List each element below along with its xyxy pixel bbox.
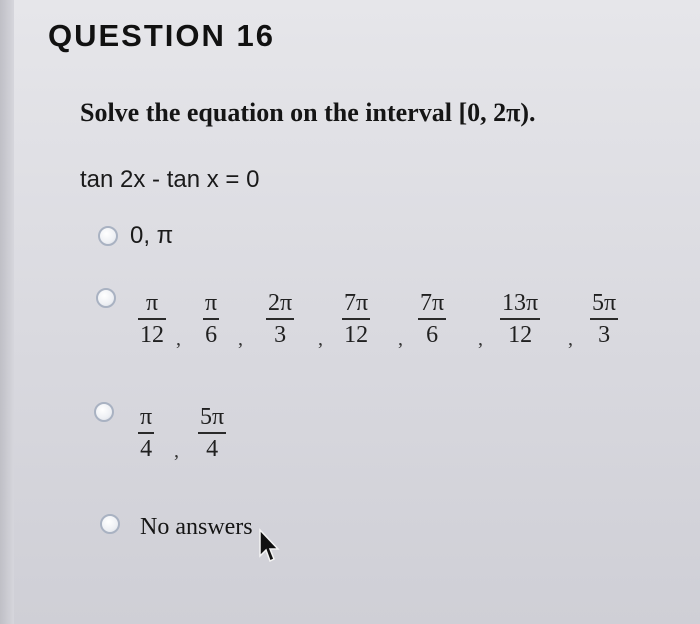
separator-comma: ,	[176, 328, 181, 350]
fraction-numerator: π	[145, 290, 159, 316]
fraction	[198, 404, 226, 462]
fraction	[342, 290, 370, 348]
fraction-bar	[590, 318, 618, 320]
question-title: QUESTION 16	[48, 18, 275, 53]
mouse-pointer-icon	[258, 528, 280, 564]
fraction	[138, 290, 166, 348]
fraction-bar	[138, 318, 166, 320]
equation-text: tan 2x - tan x = 0	[80, 166, 260, 193]
fraction	[266, 290, 294, 348]
fraction-bar	[266, 318, 294, 320]
fraction-denominator: 4	[140, 435, 153, 462]
radio-option-c-icon[interactable]	[94, 402, 114, 422]
fraction-denominator: 3	[598, 321, 611, 348]
fraction-bar	[500, 318, 540, 320]
fraction-numerator: 2π	[268, 290, 293, 316]
separator-comma: ,	[478, 328, 483, 350]
fraction-numerator: π	[140, 404, 153, 430]
radio-option-d-icon[interactable]	[100, 514, 120, 534]
radio-option-a-icon[interactable]	[98, 226, 118, 246]
fraction	[590, 290, 618, 348]
fraction-denominator: 12	[344, 321, 369, 348]
fraction	[203, 290, 219, 348]
fraction-denominator: 4	[206, 435, 219, 462]
fraction	[418, 290, 446, 348]
question-prompt: Solve the equation on the interval [0, 2π).	[80, 98, 536, 127]
fraction-numerator: 7π	[420, 290, 445, 316]
fraction-numerator: π	[205, 290, 218, 316]
radio-option-b-icon[interactable]	[96, 288, 116, 308]
fraction-numerator: 7π	[344, 290, 369, 316]
fraction-denominator: 12	[508, 321, 533, 348]
separator-comma: ,	[568, 328, 573, 350]
separator-comma: ,	[238, 328, 243, 350]
fraction-denominator: 3	[274, 321, 287, 348]
fraction-numerator: 5π	[200, 404, 225, 430]
separator-comma: ,	[398, 328, 403, 350]
fraction-denominator: 6	[205, 321, 218, 348]
fraction-bar	[342, 318, 370, 320]
fraction-bar	[138, 432, 154, 434]
left-border	[0, 0, 14, 624]
separator-comma: ,	[318, 328, 323, 350]
fraction	[138, 404, 154, 462]
fraction-numerator: 13π	[502, 290, 539, 316]
fraction-numerator: 5π	[592, 290, 617, 316]
fraction	[500, 290, 540, 348]
fraction-denominator: 6	[426, 321, 439, 348]
fraction-bar	[418, 318, 446, 320]
separator-comma: ,	[174, 440, 179, 462]
option-a-label: 0, π	[130, 222, 174, 249]
fraction-bar	[203, 318, 219, 320]
fraction-denominator: 12	[140, 321, 164, 348]
fraction-bar	[198, 432, 226, 434]
option-d-label: No answers	[140, 514, 253, 540]
